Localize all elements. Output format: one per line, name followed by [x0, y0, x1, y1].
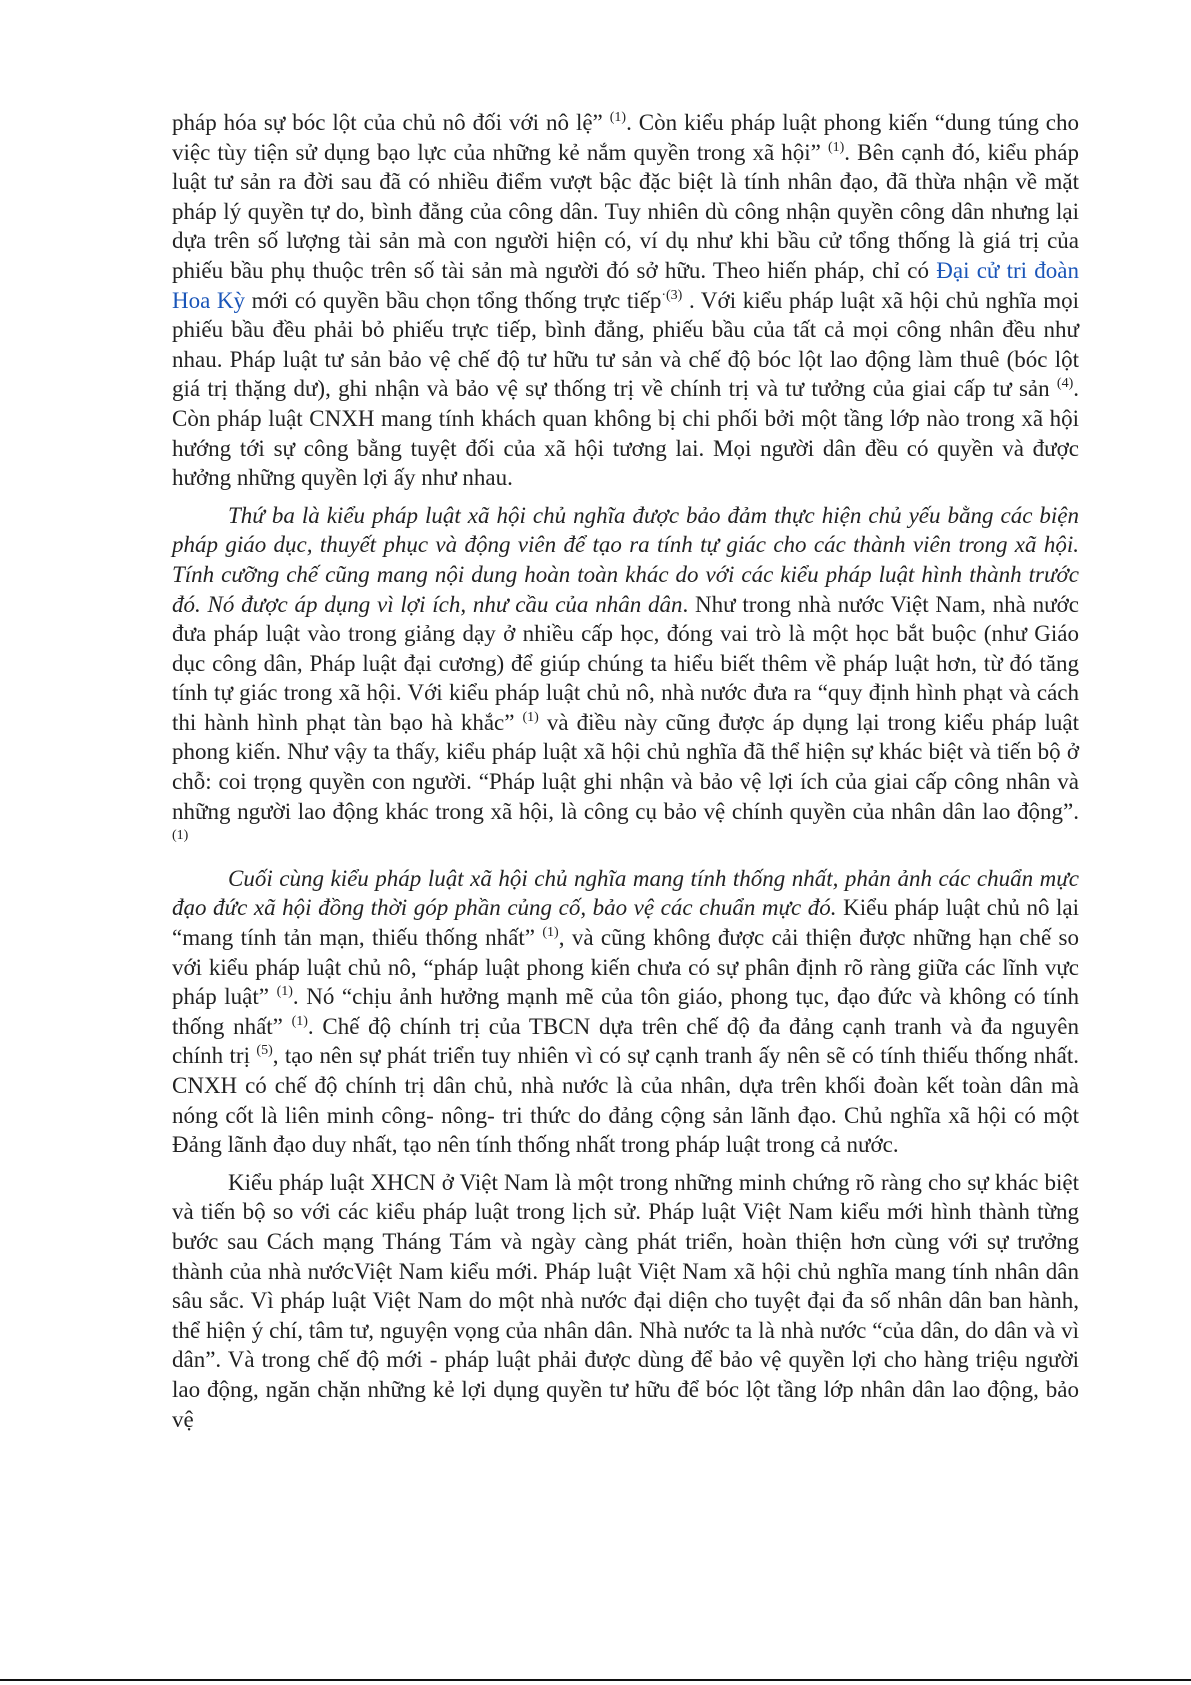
paragraph-4: Kiểu pháp luật XHCN ở Việt Nam là một trong những minh chứng rõ ràng cho sự khác biệt và tiến bộ so với các kiểu pháp luật trong lịch sử. Pháp luật Việt Nam kiểu mới hình thành từng bước sau Cách mạng Tháng Tám và ngày càng phát triển, hoàn thiện hơn cùng với sự trưởng thành của nhà nướcViệt Nam kiểu mới. Pháp luật Việt Nam xã hội chủ nghĩa mang tính nhân dân sâu sắc. Vì pháp luật Việt Nam do một nhà nước đại diện cho tuyệt đại đa số nhân dân ban hành, thể hiện ý chí, tâm tư, nguyện vọng của nhân dân. Nhà nước ta là nhà nước “của dân, do dân và vì dân”. Và trong chế độ mới - pháp luật phải được dùng để bảo vệ quyền lợi cho hàng triệu người lao động, ngăn chặn những kẻ lợi dụng quyền tư hữu để bóc lột tầng lớp nhân dân lao động, bảo vệ [172, 1169, 1079, 1432]
reference-mark: (1) [291, 1013, 308, 1029]
document-page [172, 108, 1079, 1442]
reference-mark: (1) [172, 828, 189, 844]
hyperlink-electoral-college[interactable]: Đại cử tri đoàn Hoa Kỳ [172, 257, 1080, 313]
paragraph-1: pháp hóa sự bóc lột của chủ nô đối với nô lệ” $^{(1)}$. Còn kiểu pháp luật phong kiến “dung túng cho việc tùy tiện sử dụng bạo lực của những kẻ nắm quyền trong xã hội” $^{(1)}$. Bên cạnh đó, kiểu pháp luật tư sản ra đời sau đã có nhiều điểm vượt bậc đặc biệt là tính nhân đạo, đã thừa nhận về mặt pháp lý quyền tự do, bình đẳng của công dân. Tuy nhiên dù công nhận quyền công dân nhưng lại dựa trên số lượng tài sản mà con người hiện có, ví dụ như khi bầu cử tổng thống là giá trị của phiếu bầu phụ thuộc trên số tài sản mà người đó sở hữu. Theo hiến pháp, chỉ có Đại cử tri đoàn Hoa Kỳ mới có quyền bầu chọn tổng thống trực tiếp$^{\cdot(3)}$ . Với kiểu pháp luật xã hội chủ nghĩa mọi phiếu bầu đều phải bỏ phiếu trực tiếp, bình đẳng, phiếu bầu của tất cả mọi công nhân đều như nhau. Pháp luật tư sản bảo vệ chế độ tư hữu tư sản và chế độ bóc lột lao động làm thuê (bóc lột giá trị thặng dư), ghi nhận và bảo vệ sự thống trị về chính trị và tư tưởng của giai cấp tư sản $^{(4)}$. Còn pháp luật CNXH mang tính khách quan không bị chi phối bởi một tầng lớp nào trong xã hội hướng tới sự công bằng tuyệt đối của xã hội tương lai. Mọi người dân đều có quyền và được hưởng những quyền lợi ấy như nhau. [172, 110, 1080, 491]
reference-mark: (1) [827, 139, 845, 155]
reference-mark: ·(3) [661, 287, 683, 303]
reference-mark: (1) [522, 709, 539, 725]
reference-mark: (4) [1056, 376, 1074, 392]
paragraph-3: Cuối cùng kiểu pháp luật xã hội chủ nghĩa mang tính thống nhất, phản ảnh các chuẩn mực đạo đức xã hội đồng thời góp phần củng cố, bảo vệ các chuẩn mực đó. Kiểu pháp luật chủ nô lại “mang tính tản mạn, thiếu thống nhất” $^{(1)}$, và cũng không được cải thiện được những hạn chế so với kiểu pháp luật chủ nô, “pháp luật phong kiến chưa có sự phân định rõ ràng giữa các lĩnh vực pháp luật” $^{(1)}$. Nó “chịu ảnh hưởng mạnh mẽ của tôn giáo, phong tục, đạo đức và không có tính thống nhất” $^{(1)}$. Chế độ chính trị của TBCN dựa trên chế độ đa đảng cạnh tranh và đa nguyên chính trị $^{(5)}$, tạo nên sự phát triển tuy nhiên vì có sự cạnh tranh ấy nên sẽ có tính thiếu thống nhất. CNXH có chế độ chính trị dân chủ, nhà nước là của nhân, dựa trên khối đoàn kết toàn dân mà nóng cốt là liên minh công- nông- tri thức do đảng cộng sản lãnh đạo. Chủ nghĩa xã hội có một Đảng lãnh đạo duy nhất, tạo nên tính thống nhất trong pháp luật trong cả nước. [172, 865, 1079, 1158]
reference-mark: (5) [256, 1043, 273, 1059]
page-bottom-border [0, 1679, 1191, 1681]
reference-mark: (1) [542, 925, 559, 941]
reference-mark: (1) [276, 984, 293, 1000]
paragraph-2: Thứ ba là kiểu pháp luật xã hội chủ nghĩa được bảo đảm thực hiện chủ yếu bằng các biện pháp giáo dục, thuyết phục và động viên để tạo ra tính tự giác cho các thành viên trong xã hội. Tính cưỡng chế cũng mang nội dung hoàn toàn khác do với các kiểu pháp luật hình thành trước đó. Nó được áp dụng vì lợi ích, như cầu của nhân dân. Như trong nhà nước Việt Nam, nhà nước đưa pháp luật vào trong giảng dạy ở nhiều cấp học, đóng vai trò là một học bắt buộc (như Giáo dục công dân, Pháp luật đại cương) để giúp chúng ta hiểu biết thêm về pháp luật hơn, từ đó tăng tính tự giác trong xã hội. Với kiểu pháp luật chủ nô, nhà nước đưa ra “quy định hình phạt và cách thi hành hình phạt tàn bạo hà khắc” $^{(1)}$ và điều này cũng được áp dụng lại trong kiểu pháp luật phong kiến. Như vậy ta thấy, kiểu pháp luật xã hội chủ nghĩa đã thể hiện sự khác biệt và tiến bộ ở chỗ: coi trọng quyền con người. “Pháp luật ghi nhận và bảo vệ lợi ích của giai cấp công nhân và những người lao động khác trong xã hội, là công cụ bảo vệ chính quyền của nhân dân lao động”. $^{(1)}$ [172, 502, 1079, 844]
reference-mark: (1) [609, 110, 627, 125]
